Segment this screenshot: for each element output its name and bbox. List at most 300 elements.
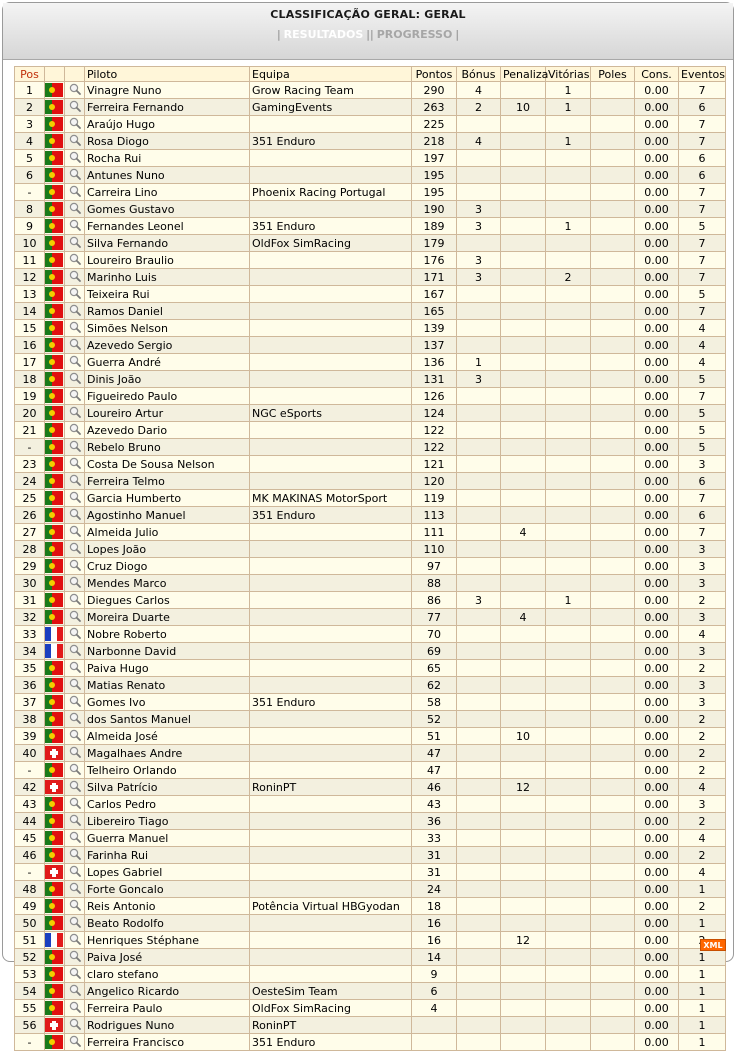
driver-name-cell[interactable]: Ferreira Francisco: [85, 1034, 250, 1051]
profile-cell: [65, 558, 85, 575]
table-row: [15, 116, 726, 133]
col-header-bonus[interactable]: Bónus: [457, 67, 501, 82]
driver-name-cell[interactable]: Beato Rodolfo: [85, 915, 250, 932]
team-cell: [250, 320, 412, 337]
magnifier-icon[interactable]: [69, 865, 81, 877]
poles-cell: [591, 82, 635, 99]
magnifier-icon[interactable]: [69, 134, 81, 146]
driver-name-cell[interactable]: Rocha Rui: [85, 150, 250, 167]
driver-name-cell[interactable]: Fernandes Leonel: [85, 218, 250, 235]
table-row: [15, 269, 726, 286]
table-row: [15, 813, 726, 830]
profile-cell: [65, 1034, 85, 1051]
team-cell: [250, 592, 412, 609]
table-row: [15, 847, 726, 864]
profile-cell: [65, 949, 85, 966]
cons-cell: 0.00: [635, 830, 679, 847]
flag-cell: [45, 507, 65, 524]
magnifier-icon[interactable]: [69, 542, 81, 554]
poles-cell: [591, 218, 635, 235]
bonus-cell: [457, 932, 501, 949]
profile-cell: [65, 575, 85, 592]
profile-cell: [65, 524, 85, 541]
penalty-cell: [501, 626, 546, 643]
magnifier-icon[interactable]: [69, 168, 81, 180]
pos-cell: 9: [15, 218, 45, 235]
wins-cell: [546, 235, 591, 252]
cons-cell: 0.00: [635, 609, 679, 626]
driver-name-cell[interactable]: Lopes Gabriel: [85, 864, 250, 881]
col-header-penaliza[interactable]: Penaliza: [501, 67, 546, 82]
driver-name-cell[interactable]: Agostinho Manuel: [85, 507, 250, 524]
flag-cell: [45, 898, 65, 915]
cons-cell: 0.00: [635, 864, 679, 881]
driver-name-cell[interactable]: Ramos Daniel: [85, 303, 250, 320]
cons-cell: 0.00: [635, 354, 679, 371]
driver-name-cell[interactable]: Loureiro Artur: [85, 405, 250, 422]
penalty-cell: [501, 694, 546, 711]
magnifier-icon[interactable]: [69, 219, 81, 231]
wins-cell: [546, 439, 591, 456]
magnifier-icon[interactable]: [69, 1035, 81, 1047]
magnifier-icon[interactable]: [69, 967, 81, 979]
profile-cell: [65, 218, 85, 235]
flag-portugal-icon: [45, 559, 63, 573]
points-cell: 195: [412, 184, 457, 201]
magnifier-icon[interactable]: [69, 83, 81, 95]
magnifier-icon[interactable]: [69, 287, 81, 299]
driver-name-cell[interactable]: Carreira Lino: [85, 184, 250, 201]
pos-cell: 2: [15, 99, 45, 116]
bonus-cell: [457, 745, 501, 762]
wins-cell: [546, 541, 591, 558]
wins-cell: [546, 184, 591, 201]
profile-cell: [65, 592, 85, 609]
points-cell: 16: [412, 915, 457, 932]
driver-name-cell[interactable]: Loureiro Braulio: [85, 252, 250, 269]
flag-cell: [45, 320, 65, 337]
team-cell: RoninPT: [250, 779, 412, 796]
bonus-cell: [457, 558, 501, 575]
magnifier-icon[interactable]: [69, 661, 81, 673]
flag-switzerland-icon: [45, 865, 63, 879]
col-header-profile: [65, 67, 85, 82]
driver-name-cell[interactable]: Figueiredo Paulo: [85, 388, 250, 405]
magnifier-icon[interactable]: [69, 304, 81, 316]
points-cell: 16: [412, 932, 457, 949]
table-row: [15, 456, 726, 473]
magnifier-icon[interactable]: [69, 695, 81, 707]
penalty-cell: [501, 218, 546, 235]
driver-name-cell[interactable]: Marinho Luis: [85, 269, 250, 286]
driver-name-cell[interactable]: Teixeira Rui: [85, 286, 250, 303]
flag-portugal-icon: [45, 984, 63, 998]
magnifier-icon[interactable]: [69, 525, 81, 537]
poles-cell: [591, 320, 635, 337]
flag-portugal-icon: [45, 678, 63, 692]
wins-cell: [546, 762, 591, 779]
flag-cell: [45, 524, 65, 541]
driver-name-cell[interactable]: Diegues Carlos: [85, 592, 250, 609]
cons-cell: 0.00: [635, 405, 679, 422]
magnifier-icon[interactable]: [69, 474, 81, 486]
magnifier-icon[interactable]: [69, 644, 81, 656]
driver-name-cell[interactable]: Farinha Rui: [85, 847, 250, 864]
pos-cell: 20: [15, 405, 45, 422]
magnifier-icon[interactable]: [69, 882, 81, 894]
flag-france-icon: [45, 933, 63, 947]
cons-cell: 0.00: [635, 82, 679, 99]
driver-name-cell[interactable]: Almeida Julio: [85, 524, 250, 541]
table-row: [15, 643, 726, 660]
flag-portugal-icon: [45, 372, 63, 386]
points-cell: 62: [412, 677, 457, 694]
flag-portugal-icon: [45, 321, 63, 335]
bonus-cell: 3: [457, 201, 501, 218]
points-cell: [412, 1017, 457, 1034]
penalty-cell: [501, 201, 546, 218]
driver-name-cell[interactable]: dos Santos Manuel: [85, 711, 250, 728]
driver-name-cell[interactable]: claro stefano: [85, 966, 250, 983]
magnifier-icon[interactable]: [69, 440, 81, 452]
bonus-cell: 3: [457, 269, 501, 286]
points-cell: 31: [412, 847, 457, 864]
magnifier-icon[interactable]: [69, 202, 81, 214]
magnifier-icon[interactable]: [69, 321, 81, 333]
driver-name-cell[interactable]: Rosa Diogo: [85, 133, 250, 150]
magnifier-icon[interactable]: [69, 508, 81, 520]
xml-export-button[interactable]: XML: [700, 939, 726, 951]
poles-cell: [591, 456, 635, 473]
driver-name-cell[interactable]: Vinagre Nuno: [85, 82, 250, 99]
magnifier-icon[interactable]: [69, 491, 81, 503]
table-row: [15, 830, 726, 847]
flag-portugal-icon: [45, 304, 63, 318]
poles-cell: [591, 269, 635, 286]
events-cell: 7: [679, 133, 726, 150]
driver-name-cell[interactable]: Carlos Pedro: [85, 796, 250, 813]
driver-name-cell[interactable]: Rodrigues Nuno: [85, 1017, 250, 1034]
events-cell: 7: [679, 201, 726, 218]
pos-cell: 3: [15, 116, 45, 133]
profile-cell: [65, 150, 85, 167]
magnifier-icon[interactable]: [69, 423, 81, 435]
magnifier-icon[interactable]: [69, 763, 81, 775]
magnifier-icon[interactable]: [69, 729, 81, 741]
pos-cell: 11: [15, 252, 45, 269]
events-cell: 3: [679, 694, 726, 711]
penalty-cell: [501, 983, 546, 1000]
profile-cell: [65, 932, 85, 949]
team-cell: Potência Virtual HBGyodan: [250, 898, 412, 915]
magnifier-icon[interactable]: [69, 338, 81, 350]
driver-name-cell[interactable]: Mendes Marco: [85, 575, 250, 592]
cons-cell: 0.00: [635, 626, 679, 643]
team-cell: 351 Enduro: [250, 133, 412, 150]
driver-name-cell[interactable]: Almeida José: [85, 728, 250, 745]
pos-cell: 36: [15, 677, 45, 694]
table-row: [15, 694, 726, 711]
flag-cell: [45, 881, 65, 898]
penalty-cell: [501, 966, 546, 983]
flag-cell: [45, 847, 65, 864]
table-row: [15, 762, 726, 779]
magnifier-icon[interactable]: [69, 1001, 81, 1013]
points-cell: 70: [412, 626, 457, 643]
driver-name-cell[interactable]: Paiva Hugo: [85, 660, 250, 677]
driver-name-cell[interactable]: Paiva José: [85, 949, 250, 966]
driver-name-cell[interactable]: Cruz Diogo: [85, 558, 250, 575]
bonus-cell: [457, 626, 501, 643]
team-cell: OesteSim Team: [250, 983, 412, 1000]
penalty-cell: [501, 864, 546, 881]
magnifier-icon[interactable]: [69, 559, 81, 571]
wins-cell: 1: [546, 99, 591, 116]
penalty-cell: [501, 320, 546, 337]
wins-cell: [546, 388, 591, 405]
wins-cell: [546, 745, 591, 762]
flag-cell: [45, 422, 65, 439]
col-header-vitorias[interactable]: Vitórias: [546, 67, 591, 82]
poles-cell: [591, 643, 635, 660]
bonus-cell: [457, 711, 501, 728]
profile-cell: [65, 626, 85, 643]
magnifier-icon[interactable]: [69, 712, 81, 724]
driver-name-cell[interactable]: Ferreira Telmo: [85, 473, 250, 490]
pos-cell: -: [15, 864, 45, 881]
events-cell: 1: [679, 915, 726, 932]
magnifier-icon[interactable]: [69, 117, 81, 129]
wins-cell: [546, 490, 591, 507]
driver-name-cell[interactable]: Angelico Ricardo: [85, 983, 250, 1000]
team-cell: [250, 609, 412, 626]
bonus-cell: [457, 847, 501, 864]
flag-portugal-icon: [45, 1035, 63, 1049]
pos-cell: 5: [15, 150, 45, 167]
col-header-equipa[interactable]: Equipa: [250, 67, 412, 82]
flag-cell: [45, 694, 65, 711]
driver-name-cell[interactable]: Simões Nelson: [85, 320, 250, 337]
magnifier-icon[interactable]: [69, 746, 81, 758]
magnifier-icon[interactable]: [69, 406, 81, 418]
events-cell: 5: [679, 422, 726, 439]
table-row: [15, 490, 726, 507]
team-cell: [250, 303, 412, 320]
col-header-poles[interactable]: Poles: [591, 67, 635, 82]
profile-cell: [65, 830, 85, 847]
magnifier-icon[interactable]: [69, 780, 81, 792]
bonus-cell: [457, 456, 501, 473]
cons-cell: 0.00: [635, 150, 679, 167]
magnifier-icon[interactable]: [69, 950, 81, 962]
driver-name-cell[interactable]: Nobre Roberto: [85, 626, 250, 643]
magnifier-icon[interactable]: [69, 457, 81, 469]
magnifier-icon[interactable]: [69, 899, 81, 911]
magnifier-icon[interactable]: [69, 831, 81, 843]
penalty-cell: [501, 354, 546, 371]
bonus-cell: 4: [457, 133, 501, 150]
driver-name-cell[interactable]: Silva Fernando: [85, 235, 250, 252]
flag-portugal-icon: [45, 967, 63, 981]
magnifier-icon[interactable]: [69, 151, 81, 163]
magnifier-icon[interactable]: [69, 372, 81, 384]
magnifier-icon[interactable]: [69, 610, 81, 622]
bonus-cell: [457, 303, 501, 320]
flag-cell: [45, 626, 65, 643]
driver-name-cell[interactable]: Azevedo Sergio: [85, 337, 250, 354]
cons-cell: 0.00: [635, 575, 679, 592]
points-cell: 136: [412, 354, 457, 371]
magnifier-icon[interactable]: [69, 984, 81, 996]
wins-cell: [546, 337, 591, 354]
driver-name-cell[interactable]: Ferreira Fernando: [85, 99, 250, 116]
driver-name-cell[interactable]: Matias Renato: [85, 677, 250, 694]
profile-cell: [65, 864, 85, 881]
col-header-pontos[interactable]: Pontos: [412, 67, 457, 82]
driver-name-cell[interactable]: Costa De Sousa Nelson: [85, 456, 250, 473]
driver-name-cell[interactable]: Guerra Manuel: [85, 830, 250, 847]
wins-cell: 1: [546, 82, 591, 99]
flag-portugal-icon: [45, 185, 63, 199]
table-header-row: [15, 67, 726, 82]
cons-cell: 0.00: [635, 524, 679, 541]
driver-name-cell[interactable]: Magalhaes Andre: [85, 745, 250, 762]
events-cell: 6: [679, 473, 726, 490]
col-header-piloto[interactable]: Piloto: [85, 67, 250, 82]
poles-cell: [591, 728, 635, 745]
cons-cell: 0.00: [635, 745, 679, 762]
magnifier-icon[interactable]: [69, 627, 81, 639]
magnifier-icon[interactable]: [69, 593, 81, 605]
magnifier-icon[interactable]: [69, 100, 81, 112]
magnifier-icon[interactable]: [69, 253, 81, 265]
driver-name-cell[interactable]: Guerra André: [85, 354, 250, 371]
driver-name-cell[interactable]: Henriques Stéphane: [85, 932, 250, 949]
wins-cell: [546, 167, 591, 184]
tab-progresso[interactable]: PROGRESSO: [376, 28, 453, 41]
driver-name-cell[interactable]: Antunes Nuno: [85, 167, 250, 184]
bonus-cell: [457, 388, 501, 405]
profile-cell: [65, 99, 85, 116]
driver-name-cell[interactable]: Lopes João: [85, 541, 250, 558]
driver-name-cell[interactable]: Azevedo Dario: [85, 422, 250, 439]
flag-portugal-icon: [45, 695, 63, 709]
cons-cell: 0.00: [635, 966, 679, 983]
profile-cell: [65, 201, 85, 218]
driver-name-cell[interactable]: Silva Patrício: [85, 779, 250, 796]
magnifier-icon[interactable]: [69, 678, 81, 690]
magnifier-icon[interactable]: [69, 185, 81, 197]
profile-cell: [65, 915, 85, 932]
cons-cell: 0.00: [635, 371, 679, 388]
col-header-cons[interactable]: Cons.: [635, 67, 679, 82]
driver-name-cell[interactable]: Moreira Duarte: [85, 609, 250, 626]
tab-resultados[interactable]: RESULTADOS: [283, 28, 364, 41]
bonus-cell: [457, 150, 501, 167]
pos-cell: 15: [15, 320, 45, 337]
team-cell: [250, 745, 412, 762]
cons-cell: 0.00: [635, 252, 679, 269]
bonus-cell: [457, 405, 501, 422]
driver-name-cell[interactable]: Reis Antonio: [85, 898, 250, 915]
driver-name-cell[interactable]: Gomes Gustavo: [85, 201, 250, 218]
profile-cell: [65, 643, 85, 660]
penalty-cell: [501, 541, 546, 558]
magnifier-icon[interactable]: [69, 355, 81, 367]
driver-name-cell[interactable]: Gomes Ivo: [85, 694, 250, 711]
bonus-cell: [457, 337, 501, 354]
driver-name-cell[interactable]: Dinis João: [85, 371, 250, 388]
points-cell: 33: [412, 830, 457, 847]
points-cell: 24: [412, 881, 457, 898]
magnifier-icon[interactable]: [69, 1018, 81, 1030]
wins-cell: [546, 643, 591, 660]
table-row: [15, 99, 726, 116]
driver-name-cell[interactable]: Garcia Humberto: [85, 490, 250, 507]
flag-switzerland-icon: [45, 780, 63, 794]
team-cell: [250, 626, 412, 643]
points-cell: 124: [412, 405, 457, 422]
flag-cell: [45, 830, 65, 847]
magnifier-icon[interactable]: [69, 270, 81, 282]
table-row: [15, 796, 726, 813]
magnifier-icon[interactable]: [69, 236, 81, 248]
cons-cell: 0.00: [635, 507, 679, 524]
profile-cell: [65, 813, 85, 830]
col-header-eventos[interactable]: Eventos: [679, 67, 726, 82]
driver-name-cell[interactable]: Narbonne David: [85, 643, 250, 660]
penalty-cell: [501, 830, 546, 847]
col-header-pos[interactable]: Pos: [15, 67, 45, 82]
magnifier-icon[interactable]: [69, 797, 81, 809]
driver-name-cell[interactable]: Rebelo Bruno: [85, 439, 250, 456]
cons-cell: 0.00: [635, 949, 679, 966]
points-cell: 290: [412, 82, 457, 99]
table-row: [15, 932, 726, 949]
table-row: [15, 507, 726, 524]
poles-cell: [591, 796, 635, 813]
flag-cell: [45, 711, 65, 728]
cons-cell: 0.00: [635, 762, 679, 779]
driver-name-cell[interactable]: Telheiro Orlando: [85, 762, 250, 779]
driver-name-cell[interactable]: Libereiro Tiago: [85, 813, 250, 830]
poles-cell: [591, 626, 635, 643]
magnifier-icon[interactable]: [69, 576, 81, 588]
profile-cell: [65, 779, 85, 796]
penalty-cell: [501, 558, 546, 575]
magnifier-icon[interactable]: [69, 916, 81, 928]
flag-cell: [45, 796, 65, 813]
cons-cell: 0.00: [635, 303, 679, 320]
magnifier-icon[interactable]: [69, 389, 81, 401]
magnifier-icon[interactable]: [69, 814, 81, 826]
bonus-cell: [457, 575, 501, 592]
magnifier-icon[interactable]: [69, 933, 81, 945]
magnifier-icon[interactable]: [69, 848, 81, 860]
driver-name-cell[interactable]: Forte Goncalo: [85, 881, 250, 898]
driver-name-cell[interactable]: Ferreira Paulo: [85, 1000, 250, 1017]
cons-cell: 0.00: [635, 337, 679, 354]
pos-cell: 39: [15, 728, 45, 745]
poles-cell: [591, 388, 635, 405]
driver-name-cell[interactable]: Araújo Hugo: [85, 116, 250, 133]
points-cell: 225: [412, 116, 457, 133]
flag-portugal-icon: [45, 661, 63, 675]
penalty-cell: [501, 711, 546, 728]
penalty-cell: [501, 915, 546, 932]
penalty-cell: [501, 371, 546, 388]
penalty-cell: [501, 82, 546, 99]
